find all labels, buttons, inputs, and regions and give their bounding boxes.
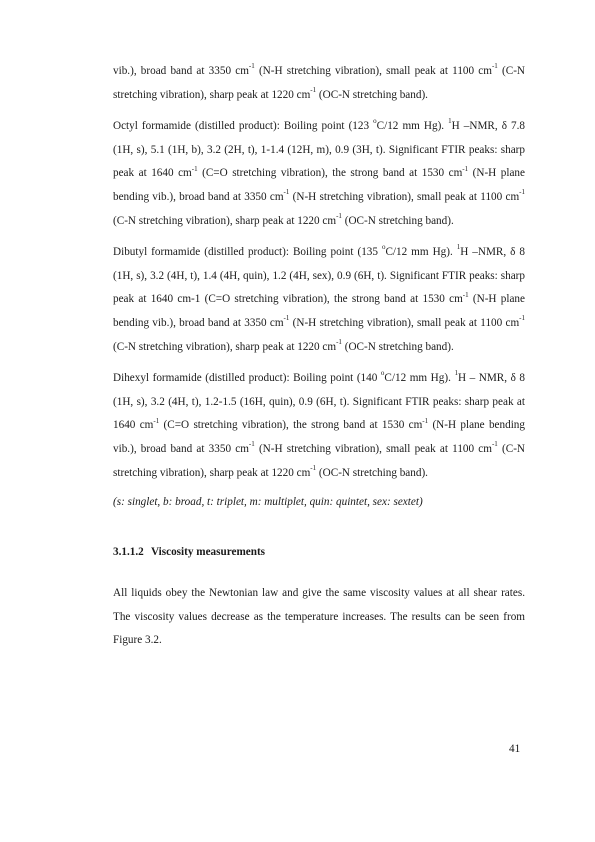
superscript: -1 bbox=[422, 416, 429, 425]
paragraph-dihexyl-formamide: Dihexyl formamide (distilled product): Boiling point (140 $^o$C/12 mm Hg). $^1$H – NMR, δ 8 (1H, s), 3.2 (4H, t), 1.2-1.5 (16H, quin), 0.9 (6H, t). Significant FTIR peaks: sharp peak at 1640 $cm^{-1}$ (C=O stretching vibration), the strong band at 1530 $cm^{-1}$ (N-H plane bending vib.), broad band at 3350 $cm^{-1}$ (N-H stretching vibration), small peak at 1100 $cm^{-1}$ (C-N stretching vibration), sharp peak at 1220 $cm^{-1}$ (OC-N stretching band). bbox=[113, 369, 526, 479]
superscript: -1 bbox=[462, 164, 469, 173]
abbreviations-note: (s: singlet, b: broad, t: triplet, m: multiplet, quin: quintet, sex: sextet) bbox=[113, 496, 423, 509]
superscript: -1 bbox=[310, 463, 317, 472]
superscript: -1 bbox=[491, 440, 498, 449]
superscript: o bbox=[380, 369, 385, 378]
superscript: -1 bbox=[248, 62, 255, 71]
superscript: -1 bbox=[283, 314, 290, 323]
superscript: -1 bbox=[153, 416, 160, 425]
superscript: o bbox=[373, 117, 377, 126]
superscript: -1 bbox=[519, 314, 525, 323]
superscript: 1 bbox=[454, 369, 458, 378]
superscript: -1 bbox=[491, 62, 498, 71]
superscript: 1 bbox=[448, 117, 452, 126]
superscript: -1 bbox=[283, 188, 290, 197]
superscript: -1 bbox=[336, 337, 342, 346]
superscript: o bbox=[381, 243, 386, 252]
superscript: -1 bbox=[191, 164, 198, 173]
superscript: -1 bbox=[310, 85, 317, 94]
paragraph-octyl-formamide: Octyl formamide (distilled product): Boiling point (123 $^o$C/12 mm Hg). $^1$H –NMR, δ 7.8 (1H, s), 5.1 (1H, b), 3.2 (2H, t), 1-1.4 (12H, m), 0.9 (3H, t). Significant FTIR peaks: sharp peak at 1640 $cm^{-1}$ (C=O stretching vibration), the strong band at 1530 $cm^{-1}$ (N-H plane bending vib.), broad band at 3350 $cm^{-1}$ (N-H stretching vibration), small peak at 1100 $cm^{-1}$ (C-N stretching vibration), sharp peak at 1220 $cm^{-1}$ (OC-N stretching band). bbox=[113, 117, 526, 227]
superscript: 1 bbox=[456, 243, 461, 252]
page-number: 41 bbox=[509, 743, 521, 755]
paragraph-dibutyl-formamide: Dibutyl formamide (distilled product): Boiling point (135 $^o$C/12 mm Hg). $^1$H –NMR, δ 8 (1H, s), 3.2 (4H, t), 1.4 (4H, quin), 1.2 (4H, sex), 0.9 (6H, t). Significant FTIR peaks: sharp peak at 1640 cm-1 (C=O stretching vibration), the strong band at 1530 $cm^{-1}$ (N-H plane bending vib.), broad band at 3350 $cm^{-1}$ (N-H stretching vibration), small peak at 1100 $cm^{-1}$ (C-N stretching vibration), sharp peak at 1220 $cm^{-1}$ (OC-N stretching band). bbox=[113, 243, 526, 353]
section-title: Viscosity measurements bbox=[151, 545, 266, 558]
section-body-paragraph: All liquids obey the Newtonian law and give the same viscosity values at all shear rates. The viscosity values decrease as the temperature increases. The results can be seen from Figure 3.2. bbox=[113, 587, 525, 647]
section-heading bbox=[113, 541, 525, 565]
page-body bbox=[113, 60, 525, 653]
superscript: -1 bbox=[248, 440, 255, 449]
section-number: 3.1.1.2 bbox=[113, 545, 144, 558]
superscript: -1 bbox=[336, 211, 342, 220]
superscript: -1 bbox=[462, 290, 469, 299]
superscript: -1 bbox=[519, 188, 525, 197]
paragraph-octylformamide-continued: vib.), broad band at 3350 $cm^{-1}$ (N-H stretching vibration), small peak at 1100 $cm^{-1}$ (C-N stretching vibration), sharp peak at 1220 $cm^{-1}$ (OC-N stretching band). bbox=[113, 62, 525, 101]
